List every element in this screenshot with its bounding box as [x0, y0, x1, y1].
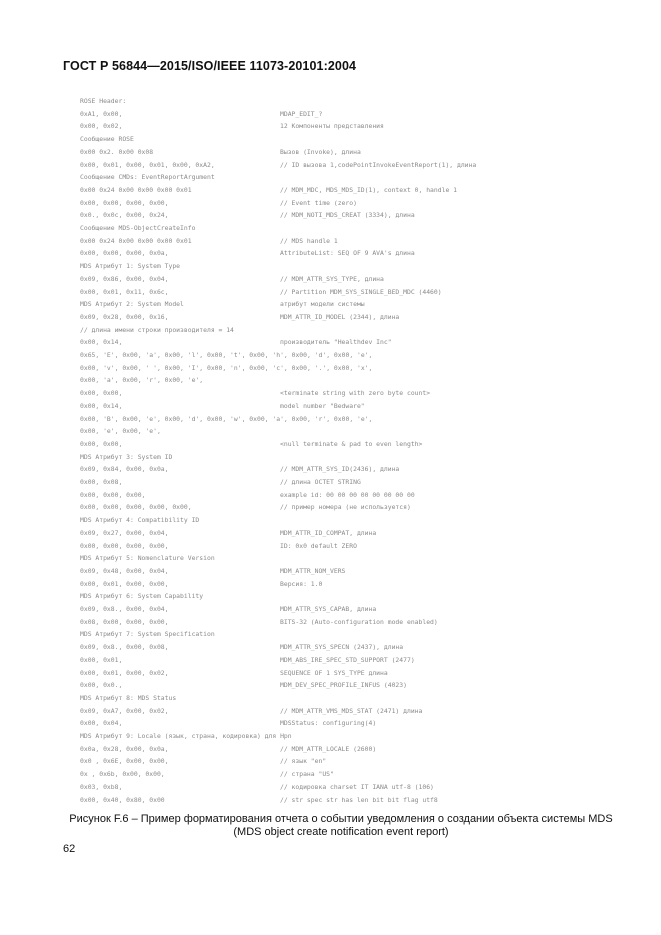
listing-code: MDS Атрибут 8: MDS Status: [80, 693, 177, 702]
listing-comment: // MDM_ATTR_SYS_TYPE, длина: [280, 274, 384, 283]
listing-code: 0x00, 'a', 0x00, 'r', 0x00, 'e',: [80, 376, 204, 385]
listing-comment: // язык "en": [280, 757, 327, 766]
listing-code: 0x08, 0x00, 0x00, 0x00,: [80, 617, 169, 626]
listing-code: 0x65, 'E', 0x00, 'a', 0x00, 'l', 0x00, 't', 0x00, 'h', 0x00, 'd', 0x00, 'e',: [80, 351, 373, 359]
listing-code: 0x00 0x24 0x00 0x00 0x00 0x01: [80, 185, 192, 194]
listing-code: 0x00, 0x01,: [80, 655, 123, 664]
listing-code: 0x00, 0x0.,: [80, 681, 123, 690]
listing-comment: MDM_ATTR_ID_MODEL (2344), длина: [280, 312, 400, 321]
listing-code: 0x00, 0x00,: [80, 439, 123, 448]
listing-code: 0x00 0x2. 0x00 0x08: [80, 147, 154, 156]
listing-comment: ID: 0x0 default ZERO: [280, 541, 357, 550]
listing-comment: // длина OCTET STRING: [280, 478, 361, 486]
listing-comment: // Event time (zero): [280, 198, 357, 207]
listing-code: 0x00, 0x01, 0x00, 0x01, 0x00, 0xA2,: [80, 160, 215, 169]
listing-comment: // MDM_ATTR_LOCALE (2600): [280, 744, 377, 753]
listing-code: 0x00, 0x00, 0x00, 0x0a,: [80, 249, 169, 258]
listing-code: MDS Атрибут 9: Locale (язык, страна, кодировка) для Hpn: [80, 732, 292, 740]
listing-code: MDS Атрибут 2: System Model: [80, 300, 184, 309]
listing-code: 0x00, 0x08,: [80, 478, 123, 486]
listing-code: Сообщение CMDs: EventReportArgument: [80, 173, 215, 182]
listing-code: 0x00, 0x00, 0x00, 0x00,: [80, 198, 169, 207]
listing-code: MDS Атрибут 7: System Specification: [80, 630, 215, 639]
listing-comment: // MDM_MDC, MDS_MDS_ID(1), context 0, handle 1: [280, 185, 457, 194]
listing-comment: Вызов (Invoke), длина: [280, 147, 361, 156]
listing-code: 0x00, 'B', 0x00, 'e', 0x00, 'd', 0x00, 'w', 0x00, 'a', 0x00, 'r', 0x00, 'e',: [80, 414, 373, 423]
page-number: 62: [63, 843, 76, 855]
listing-comment: MDM_ATTR_SYS_SPECN (2437), длина: [280, 643, 404, 652]
listing-code: 0x00, 0x01, 0x11, 0x6c,: [80, 287, 169, 296]
figure-caption: Рисунок F.6 – Пример форматирования отчета о событии уведомления о создании объекта системы MDS (MDS object create notification event report): [69, 813, 613, 838]
listing-code: 0x09, 0x27, 0x00, 0x04,: [80, 528, 169, 537]
listing-comment: // пример номера (не используется): [280, 503, 411, 512]
listing-comment: атрибут модели системы: [280, 300, 365, 309]
listing-code: // длина имени строки производителя = 14: [80, 325, 234, 334]
listing-comment: // страна "US": [280, 770, 334, 779]
listing-comment: // str spec str has len bit bit flag utf8: [280, 795, 438, 804]
listing-comment: MDSStatus: configuring(4): [280, 719, 377, 728]
listing-comment: AttributeList: SEQ OF 9 AVA's длина: [280, 249, 415, 258]
code-listing: [80, 96, 620, 809]
listing-comment: // MDM_NOTI_MDS_CREAT (3334), длина: [280, 211, 415, 220]
listing-comment: <null terminate & pad to even length>: [280, 439, 423, 448]
listing-code: 0x00, 0x00, 0x00, 0x00,: [80, 541, 169, 550]
listing-code: ROSE Header:: [80, 97, 127, 105]
listing-code: 0x03, 0xb8,: [80, 782, 123, 791]
listing-comment: // ID вызова 1,codePointInvokeEventReport(1), длина: [280, 160, 477, 169]
listing-comment: Версия: 1.0: [280, 579, 323, 588]
listing-code: 0xA1, 0x00,: [80, 109, 123, 118]
listing-code: 0x00, 0x14,: [80, 338, 123, 347]
listing-code: 0x09, 0x28, 0x00, 0x16,: [80, 312, 169, 321]
listing-comment: BITS-32 (Auto-configuration mode enabled): [280, 617, 438, 626]
listing-code: 0x09, 0x84, 0x00, 0x0a,: [80, 465, 169, 474]
listing-code: 0x00, 0x14,: [80, 401, 123, 410]
listing-comment: // MDM_ATTR_VMS_MDS_STAT (2471) длина: [280, 706, 423, 715]
listing-code: Сообщение MDS-ObjectCreateInfo: [80, 224, 196, 232]
document-header: ГОСТ Р 56844—2015/ISO/IEEE 11073-20101:2004: [63, 59, 357, 73]
listing-code: 0x00, 0x00, 0x00,: [80, 490, 146, 499]
listing-comment: MDM_ATTR_NOM_VERS: [280, 566, 346, 575]
listing-comment: // MDM_ATTR_SYS_ID(2436), длина: [280, 465, 400, 474]
listing-comment: // Partition MDM_SYS_SINGLE_BED_MDC (4460): [280, 287, 442, 296]
listing-code: 0x00, 0x00,: [80, 389, 123, 398]
listing-code: MDS Атрибут 4: Compatibility ID: [80, 516, 200, 525]
listing-code: Сообщение ROSE: [80, 135, 134, 144]
listing-code: MDS Атрибут 6: System Capability: [80, 592, 204, 601]
listing-code: 0x00, 'v', 0x00, ' ', 0x00, 'I', 0x00, 'n', 0x00, 'c', 0x00, '.', 0x00, 'x',: [80, 363, 373, 372]
listing-comment: // кодировка charset IT IANA utf-8 (106): [280, 782, 434, 791]
listing-comment: MDM_DEV_SPEC_PROFILE_INFUS (4023): [280, 681, 407, 690]
listing-comment: model number "Bedware": [280, 401, 365, 410]
listing-code: 0x0., 0x0c, 0x00, 0x24,: [80, 211, 169, 220]
listing-comment: MDAP_EDIT_?: [280, 109, 323, 118]
listing-code: 0x00, 'e', 0x00, 'e',: [80, 427, 161, 436]
listing-comment: example id: 00 00 00 00 00 00 00 00: [280, 490, 415, 499]
listing-code: 0x0a, 0x28, 0x00, 0x0a,: [80, 744, 169, 753]
listing-code: 0x00 0x24 0x00 0x00 0x00 0x01: [80, 236, 192, 245]
listing-code: 0x00, 0x02,: [80, 122, 123, 131]
listing-code: 0x00, 0x40, 0x80, 0x00: [80, 795, 165, 804]
listing-code: 0x0 , 0x6E, 0x00, 0x00,: [80, 757, 169, 766]
listing-code: 0x09, 0xA7, 0x00, 0x02,: [80, 706, 169, 715]
listing-comment: MDM_ABS_IRE_SPEC_STD_SUPPORT (2477): [280, 655, 415, 664]
listing-comment: 12 Компоненты представления: [280, 122, 384, 131]
listing-code: 0x00, 0x00, 0x00, 0x00, 0x00,: [80, 503, 192, 512]
listing-comment: SEQUENCE OF 1 SYS_TYPE длина: [280, 668, 388, 677]
listing-code: 0x09, 0x48, 0x00, 0x04,: [80, 566, 169, 575]
listing-comment: <terminate string with zero byte count>: [280, 389, 431, 398]
listing-code: 0x09, 0x8., 0x00, 0x04,: [80, 605, 169, 613]
listing-code: 0x09, 0x86, 0x00, 0x04,: [80, 274, 169, 283]
listing-code: MDS Атрибут 1: System Type: [80, 262, 181, 271]
listing-code: 0x09, 0x8., 0x00, 0x08,: [80, 643, 169, 652]
listing-code: 0x00, 0x01, 0x00, 0x00,: [80, 579, 169, 588]
listing-code: 0x00, 0x04,: [80, 719, 123, 728]
listing-code: MDS Атрибут 3: System ID: [80, 452, 173, 461]
listing-comment: MDM_ATTR_ID_COMPAT, длина: [280, 528, 377, 537]
listing-code: 0x00, 0x01, 0x00, 0x02,: [80, 668, 169, 677]
listing-code: MDS Атрибут 5: Nomenclature Version: [80, 554, 215, 563]
listing-code: 0x , 0x6b, 0x00, 0x00,: [80, 770, 165, 779]
listing-comment: производитель "Healthdev Inc": [280, 338, 392, 347]
listing-comment: MDM_ATTR_SYS_CAPAB, длина: [280, 605, 377, 613]
listing-comment: // MDS handle 1: [280, 236, 338, 245]
